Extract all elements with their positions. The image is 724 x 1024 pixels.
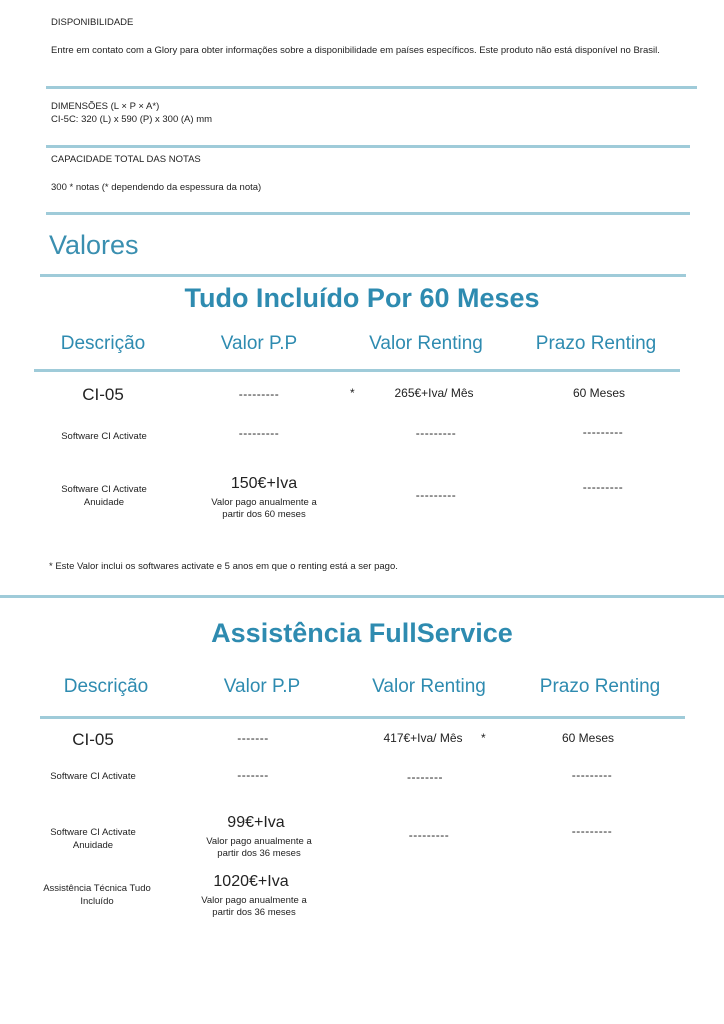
table2-row3-prazo: ---------	[571, 824, 613, 838]
table2-row4-desc: Assistência Técnica Tudo Incluído	[43, 883, 151, 907]
divider	[0, 595, 724, 598]
table1-row1-pp: ---------	[238, 387, 280, 401]
table2-row3-renting: ---------	[408, 828, 450, 842]
table1-row3-pp-price: 150€+Iva	[230, 475, 298, 492]
divider	[40, 716, 685, 719]
table2-header-valor-pp: Valor P.P	[223, 676, 301, 697]
table2-row1-desc: CI-05	[72, 730, 114, 749]
table2-row4-pp-note: Valor pago anualmente a partir dos 36 meses	[201, 895, 307, 918]
footnote-text: Este Valor inclui os softwares activate e 5 anos em que o renting está a ser pago.	[55, 561, 398, 572]
table1-row3-pp-note: Valor pago anualmente a partir dos 60 meses	[211, 497, 317, 520]
table2-row1-prazo: 60 Meses	[561, 731, 615, 745]
availability-label: DISPONIBILIDADE	[51, 17, 134, 28]
section-heading: Valores	[49, 230, 139, 260]
capacity-label: CAPACIDADE TOTAL DAS NOTAS	[51, 154, 201, 165]
divider	[46, 145, 690, 148]
dimensions-value: CI-5C: 320 (L) x 590 (P) x 300 (A) mm	[51, 114, 213, 125]
table2-row2-desc: Software CI Activate	[50, 771, 136, 782]
footnote-mark: *	[49, 561, 53, 572]
table1-row3-desc: Software CI Activate Anuidade	[61, 484, 147, 508]
table1-row1-desc: CI-05	[82, 385, 124, 404]
table2-header-valor-renting: Valor Renting	[372, 676, 486, 697]
table1-row1-prazo: 60 Meses	[572, 386, 626, 400]
table2-row3-desc: Software CI Activate Anuidade	[50, 827, 136, 851]
table1-header-prazo-renting: Prazo Renting	[535, 333, 657, 354]
table1-row2-desc: Software CI Activate	[61, 431, 147, 442]
table1-title: Tudo Incluído Por 60 Meses	[184, 283, 540, 313]
availability-text: Entre em contato com a Glory para obter informações sobre a disponibilidade em países específicos. Este produto não está disponível no Brasil.	[51, 45, 660, 56]
table1-header-valor-pp: Valor P.P	[220, 333, 298, 354]
divider	[40, 274, 686, 277]
table1-row1-renting-mark: *	[350, 386, 355, 400]
table2-row2-pp: -------	[237, 768, 269, 782]
divider	[46, 212, 690, 215]
table1-row2-pp: ---------	[238, 426, 280, 440]
table1-row3-prazo: ---------	[582, 480, 624, 494]
table2-row4-pp-price: 1020€+Iva	[213, 873, 289, 890]
divider	[46, 86, 697, 89]
table1-row1-renting: 265€+Iva/ Mês	[394, 386, 474, 400]
dimensions-label: DIMENSÕES (L × P × A*)	[51, 101, 160, 112]
table1-row2-prazo: ---------	[582, 425, 624, 439]
table2-row3-pp-price: 99€+Iva	[227, 814, 285, 831]
divider	[34, 369, 680, 372]
table2-row1-renting-mark: *	[481, 731, 486, 745]
table1-footnote	[49, 560, 398, 573]
table2-row3-pp-note: Valor pago anualmente a partir dos 36 meses	[206, 836, 312, 859]
table1-row2-renting: ---------	[415, 426, 457, 440]
capacity-value: 300 * notas (* dependendo da espessura da nota)	[51, 182, 262, 193]
table2-row2-prazo: ---------	[571, 768, 613, 782]
table2-header-prazo-renting: Prazo Renting	[539, 676, 661, 697]
table2-header-descricao: Descrição	[63, 676, 149, 697]
table1-header-valor-renting: Valor Renting	[369, 333, 483, 354]
table1-header-descricao: Descrição	[60, 333, 146, 354]
table1-row3-renting: ---------	[415, 488, 457, 502]
table2-title: Assistência FullService	[211, 618, 513, 648]
table2-row1-renting: 417€+Iva/ Mês	[383, 731, 463, 745]
table2-row2-renting: --------	[407, 770, 443, 784]
table2-row1-pp: -------	[237, 731, 269, 745]
